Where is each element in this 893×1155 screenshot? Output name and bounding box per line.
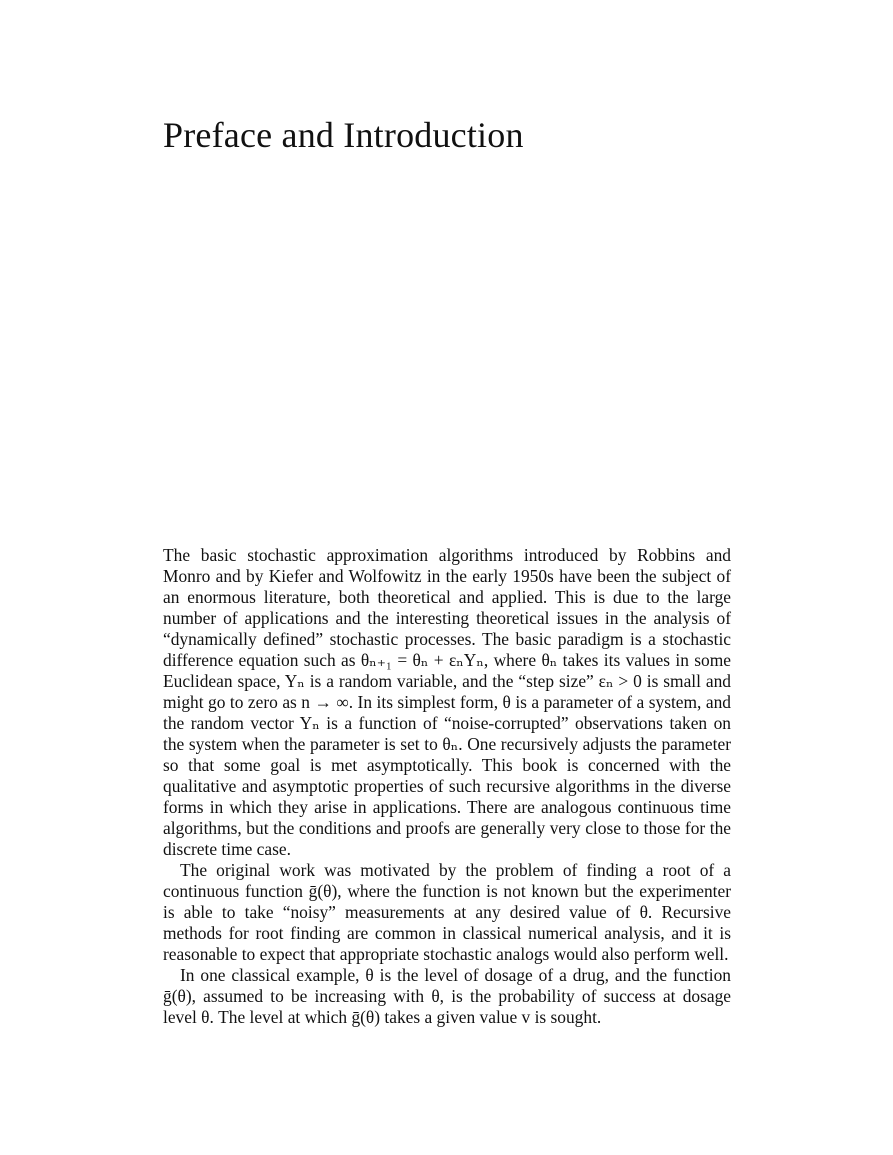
paragraph: In one classical example, θ is the level of dosage of a drug, and the function ḡ(θ), assumed to be increasing with θ, is the probability of success at dosage level θ. The level at which ḡ(θ) takes a given value v is sought. — [163, 965, 731, 1027]
paragraph: The basic stochastic approximation algorithms introduced by Robbins and Monro and by Kiefer and Wolfowitz in the early 1950s have been the subject of an enormous literature, both theoretical and applied. This is due to the large number of applications and the interesting theoretical issues in the analysis of “dynamically defined” stochastic processes. The basic paradigm is a stochastic difference equation such as θₙ₊₁ = θₙ + εₙYₙ, where θₙ takes its values in some Euclidean space, Yₙ is a random variable, and the “step size” εₙ > 0 is small and might go to zero as n → ∞. In its simplest form, θ is a parameter of a system, and the random vector Yₙ is a function of “noise-corrupted” observations taken on the system when the parameter is set to θₙ. One recursively adjusts the parameter so that some goal is met asymptotically. This book is concerned with the qualitative and asymptotic properties of such recursive algorithms in the diverse forms in which they arise in applications. There are analogous continuous time algorithms, but the conditions and proofs are generally very close to those for the discrete time case. — [163, 545, 731, 859]
page-title: Preface and Introduction — [163, 115, 524, 155]
paragraph: The original work was motivated by the problem of finding a root of a continuous function ḡ(θ), where the function is not known but the experimenter is able to take “noisy” measurements at any desired value of θ. Recursive methods for root finding are common in classical numerical analysis, and it is reasonable to expect that appropriate stochastic analogs would also perform well. — [163, 860, 731, 964]
body-text — [163, 545, 731, 1028]
